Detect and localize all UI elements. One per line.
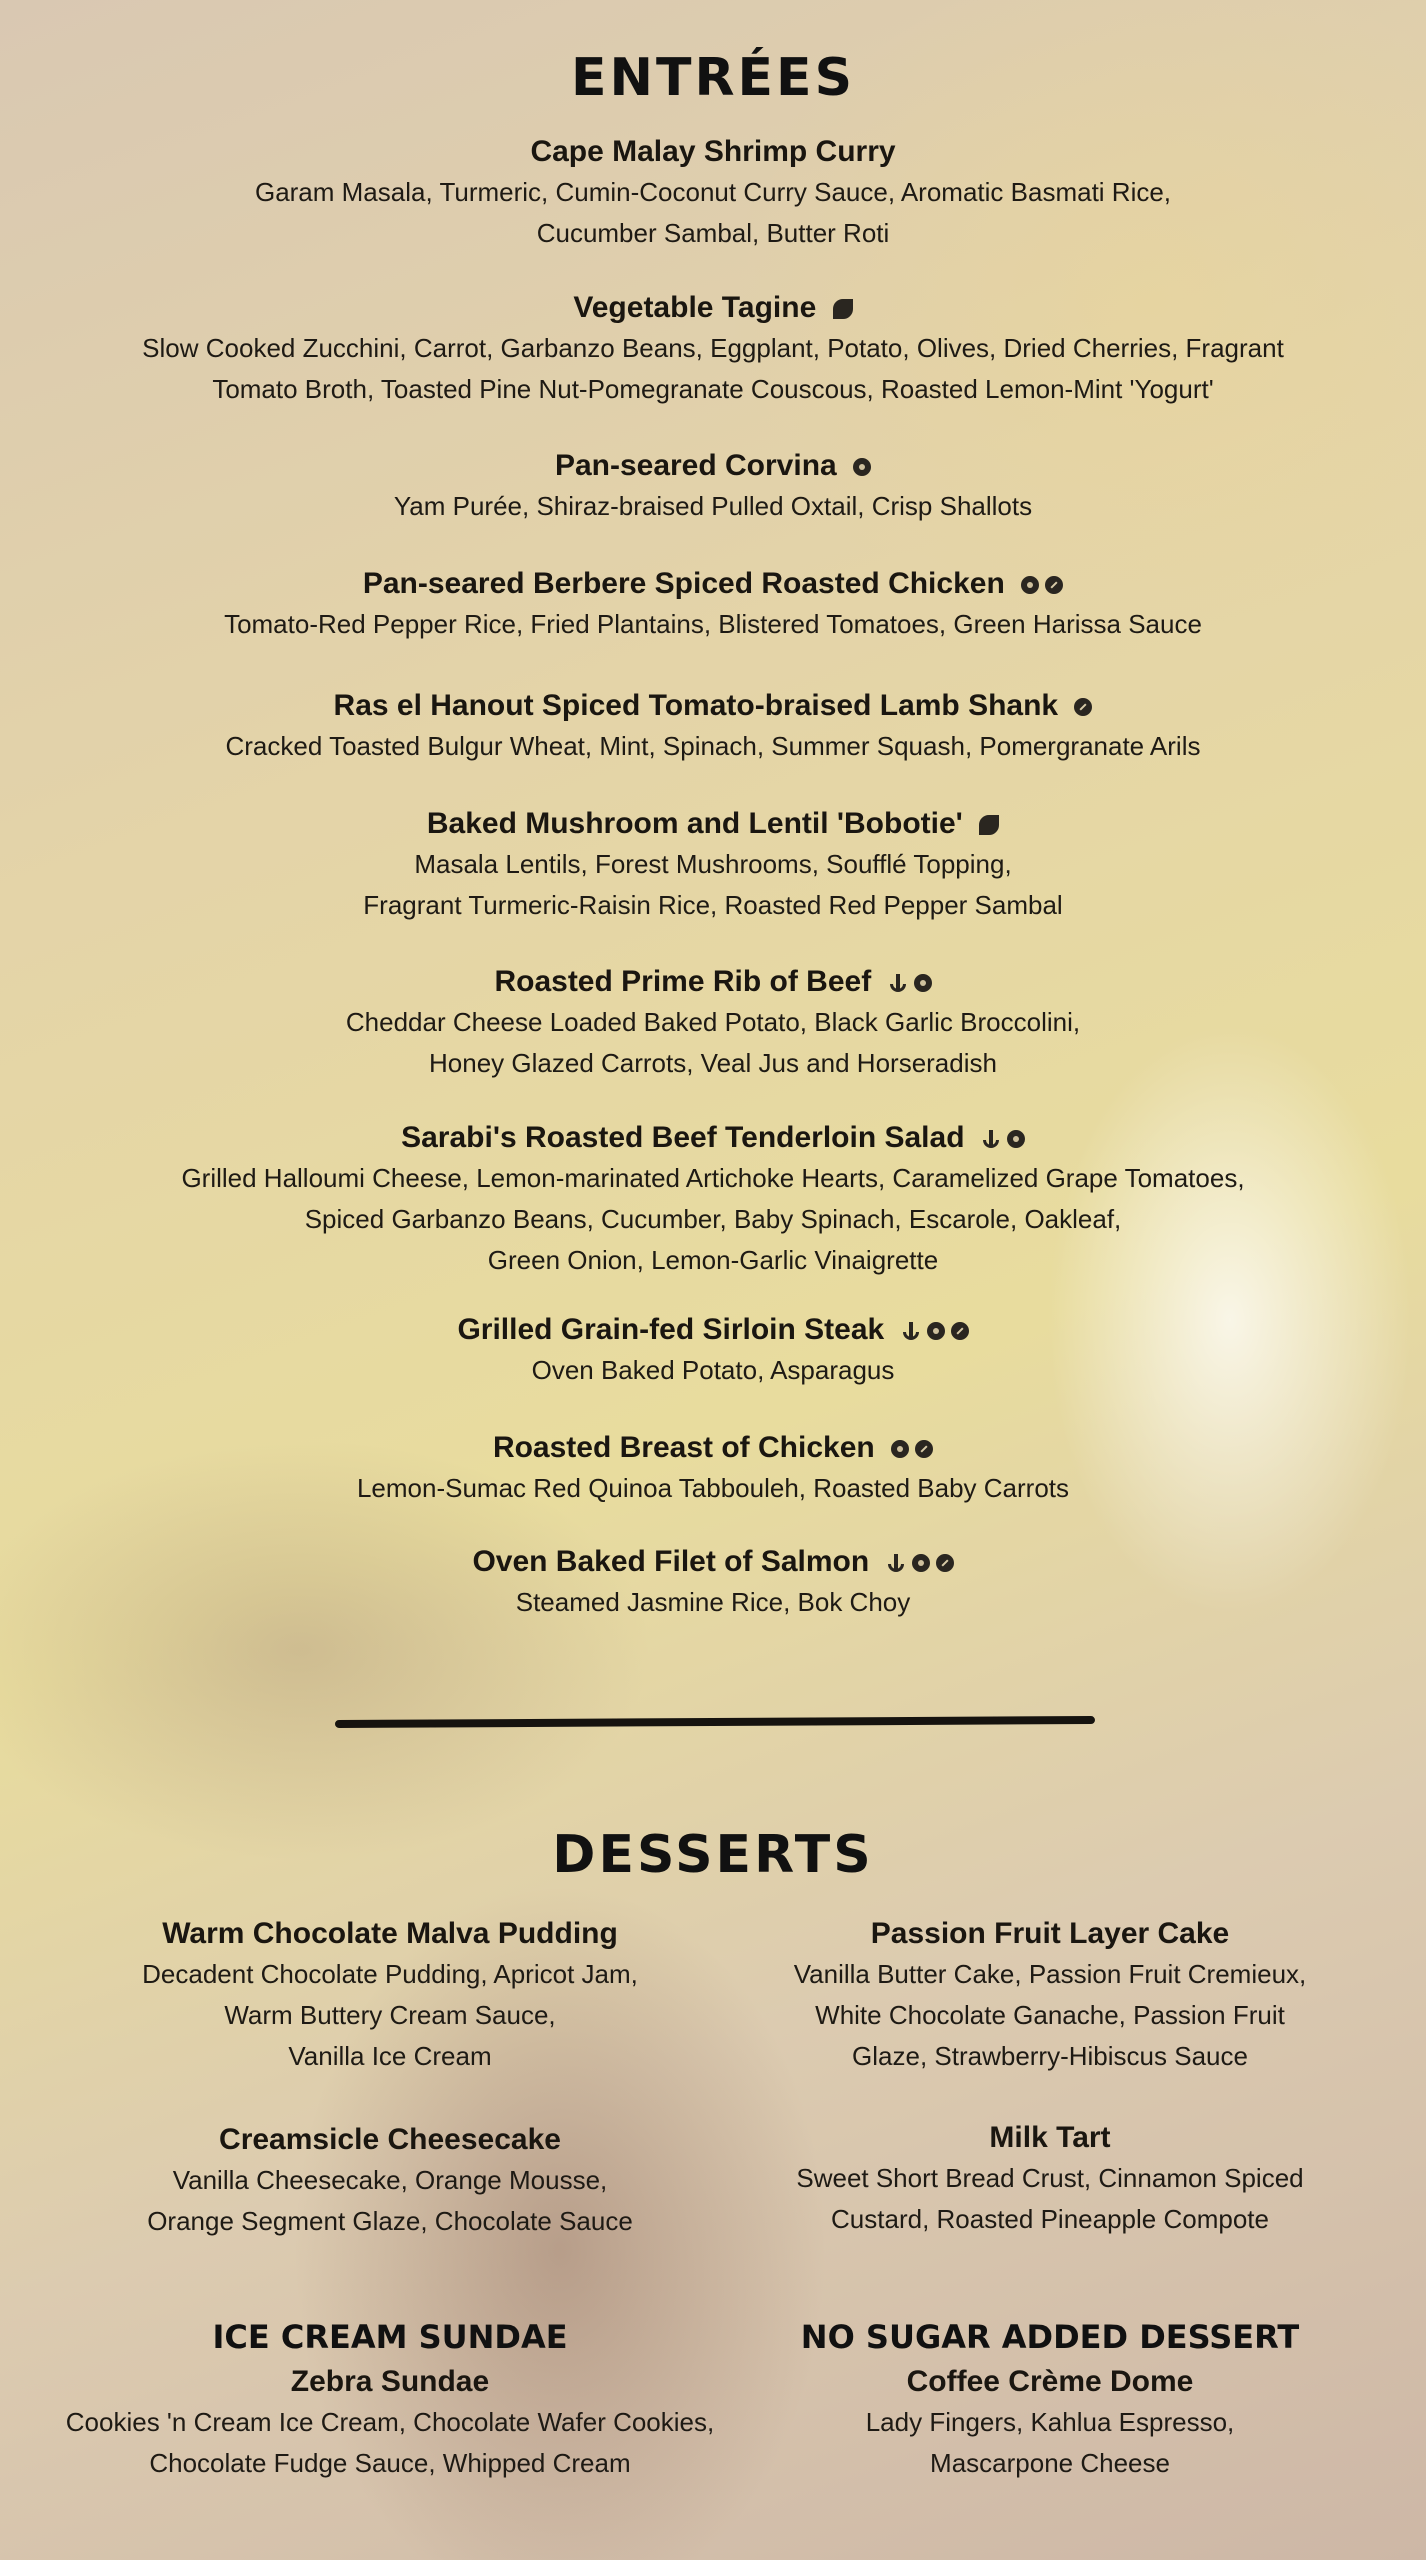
- leaf-icon: [979, 815, 999, 835]
- item-name: Zebra Sundae: [290, 2365, 490, 2398]
- dot-icon: [927, 1322, 945, 1340]
- gluten-free-icon: [951, 1322, 969, 1340]
- leaf-icon: [833, 299, 853, 319]
- gluten-free-icon: [936, 1554, 954, 1572]
- menu-item: [20, 1118, 1406, 1281]
- gluten-free-icon: [1074, 698, 1092, 716]
- dessert-item: [700, 1914, 1400, 2077]
- dot-icon: [853, 458, 871, 476]
- item-desc: Slow Cooked Zucchini, Carrot, Garbanzo Beans, Eggplant, Potato, Olives, Dried Cherries, Fragrant: [142, 333, 1284, 363]
- item-name: Creamsicle Cheesecake: [219, 2123, 561, 2156]
- item-desc: Vanilla Cheesecake, Orange Mousse,: [172, 2165, 608, 2195]
- item-desc: Steamed Jasmine Rice, Bok Choy: [515, 1587, 911, 1617]
- item-desc: Masala Lentils, Forest Mushrooms, Soufflé Topping,: [414, 849, 1012, 879]
- item-desc: Grilled Halloumi Cheese, Lemon-marinated Artichoke Hearts, Caramelized Grape Tomatoes,: [181, 1163, 1245, 1193]
- dot-icon: [912, 1554, 930, 1572]
- anchor-icon: [888, 972, 908, 994]
- item-desc: Lady Fingers, Kahlua Espresso,: [865, 2407, 1235, 2437]
- anchor-icon: [886, 1552, 906, 1574]
- menu-item: [20, 1310, 1406, 1391]
- gluten-free-icon: [1045, 576, 1063, 594]
- item-desc: Vanilla Butter Cake, Passion Fruit Cremieux,: [793, 1959, 1307, 1989]
- item-desc: Fragrant Turmeric-Raisin Rice, Roasted Red Pepper Sambal: [363, 890, 1063, 920]
- item-desc: Decadent Chocolate Pudding, Apricot Jam,: [142, 1959, 638, 1989]
- item-desc: Cheddar Cheese Loaded Baked Potato, Black Garlic Broccolini,: [345, 1007, 1081, 1037]
- menu-item: [20, 686, 1406, 767]
- item-desc: Lemon-Sumac Red Quinoa Tabbouleh, Roasted Baby Carrots: [356, 1473, 1070, 1503]
- item-desc: Cucumber Sambal, Butter Roti: [536, 218, 890, 248]
- dot-icon: [1007, 1130, 1025, 1148]
- anchor-icon: [901, 1320, 921, 1342]
- item-desc: Cracked Toasted Bulgur Wheat, Mint, Spinach, Summer Squash, Pomergranate Arils: [225, 731, 1201, 761]
- item-desc: Oven Baked Potato, Asparagus: [531, 1355, 895, 1385]
- item-name: Cape Malay Shrimp Curry: [530, 135, 896, 168]
- menu-item: [20, 1428, 1406, 1509]
- item-desc: Mascarpone Cheese: [930, 2448, 1170, 2478]
- dessert-item: [40, 1914, 740, 2077]
- dessert-item: [40, 2120, 740, 2242]
- item-name: Milk Tart: [989, 2121, 1111, 2154]
- sundae-section: [40, 2316, 740, 2484]
- item-name: Sarabi's Roasted Beef Tenderloin Salad: [401, 1121, 965, 1154]
- item-desc: Yam Purée, Shiraz-braised Pulled Oxtail, Crisp Shallots: [393, 491, 1033, 521]
- gluten-free-icon: [915, 1440, 933, 1458]
- dot-icon: [1021, 576, 1039, 594]
- item-name: Vegetable Tagine: [573, 291, 817, 324]
- menu-item: [20, 446, 1406, 527]
- item-desc: Honey Glazed Carrots, Veal Jus and Horseradish: [429, 1048, 997, 1078]
- no-sugar-heading: NO SUGAR ADDED DESSERT: [800, 2318, 1300, 2356]
- menu-item: [20, 962, 1406, 1084]
- anchor-icon: [981, 1128, 1001, 1150]
- dot-icon: [914, 974, 932, 992]
- item-desc: Chocolate Fudge Sauce, Whipped Cream: [149, 2448, 631, 2478]
- dessert-item: [700, 2118, 1400, 2240]
- item-name: Baked Mushroom and Lentil 'Bobotie': [426, 807, 963, 840]
- item-desc: Tomato Broth, Toasted Pine Nut-Pomegranate Couscous, Roasted Lemon-Mint 'Yogurt': [212, 374, 1214, 404]
- item-name: Passion Fruit Layer Cake: [870, 1917, 1230, 1950]
- menu-item: [20, 564, 1406, 645]
- item-desc: White Chocolate Ganache, Passion Fruit: [815, 2000, 1285, 2030]
- item-desc: Green Onion, Lemon-Garlic Vinaigrette: [487, 1245, 939, 1275]
- item-desc: Orange Segment Glaze, Chocolate Sauce: [147, 2206, 633, 2236]
- item-desc: Glaze, Strawberry-Hibiscus Sauce: [852, 2041, 1248, 2071]
- item-desc: Warm Buttery Cream Sauce,: [224, 2000, 556, 2030]
- dot-icon: [891, 1440, 909, 1458]
- item-name: Oven Baked Filet of Salmon: [472, 1545, 870, 1578]
- desserts-title: DESSERTS: [552, 1825, 874, 1885]
- menu-item: [20, 1542, 1406, 1623]
- item-desc: Custard, Roasted Pineapple Compote: [831, 2204, 1269, 2234]
- item-desc: Sweet Short Bread Crust, Cinnamon Spiced: [796, 2163, 1304, 2193]
- entrees-title: ENTRÉES: [570, 48, 856, 108]
- item-desc: Vanilla Ice Cream: [288, 2041, 492, 2071]
- item-name: Pan-seared Berbere Spiced Roasted Chicken: [362, 567, 1005, 600]
- menu-item: [20, 288, 1406, 410]
- menu-item: [20, 804, 1406, 926]
- item-name: Roasted Breast of Chicken: [492, 1431, 875, 1464]
- item-desc: Tomato-Red Pepper Rice, Fried Plantains, Blistered Tomatoes, Green Harissa Sauce: [224, 609, 1202, 639]
- item-desc: Cookies 'n Cream Ice Cream, Chocolate Wafer Cookies,: [65, 2407, 715, 2437]
- item-name: Grilled Grain-fed Sirloin Steak: [457, 1313, 885, 1346]
- item-name: Warm Chocolate Malva Pudding: [162, 1917, 618, 1950]
- menu-item: [20, 132, 1406, 254]
- sundae-heading: ICE CREAM SUNDAE: [212, 2318, 568, 2356]
- section-divider: [335, 1716, 1095, 1728]
- no-sugar-section: [700, 2316, 1400, 2484]
- item-desc: Spiced Garbanzo Beans, Cucumber, Baby Spinach, Escarole, Oakleaf,: [304, 1204, 1122, 1234]
- item-desc: Garam Masala, Turmeric, Cumin-Coconut Curry Sauce, Aromatic Basmati Rice,: [254, 177, 1172, 207]
- item-name: Coffee Crème Dome: [906, 2365, 1194, 2398]
- item-name: Roasted Prime Rib of Beef: [494, 965, 872, 998]
- item-name: Ras el Hanout Spiced Tomato-braised Lamb Shank: [333, 689, 1059, 722]
- item-name: Pan-seared Corvina: [554, 449, 837, 482]
